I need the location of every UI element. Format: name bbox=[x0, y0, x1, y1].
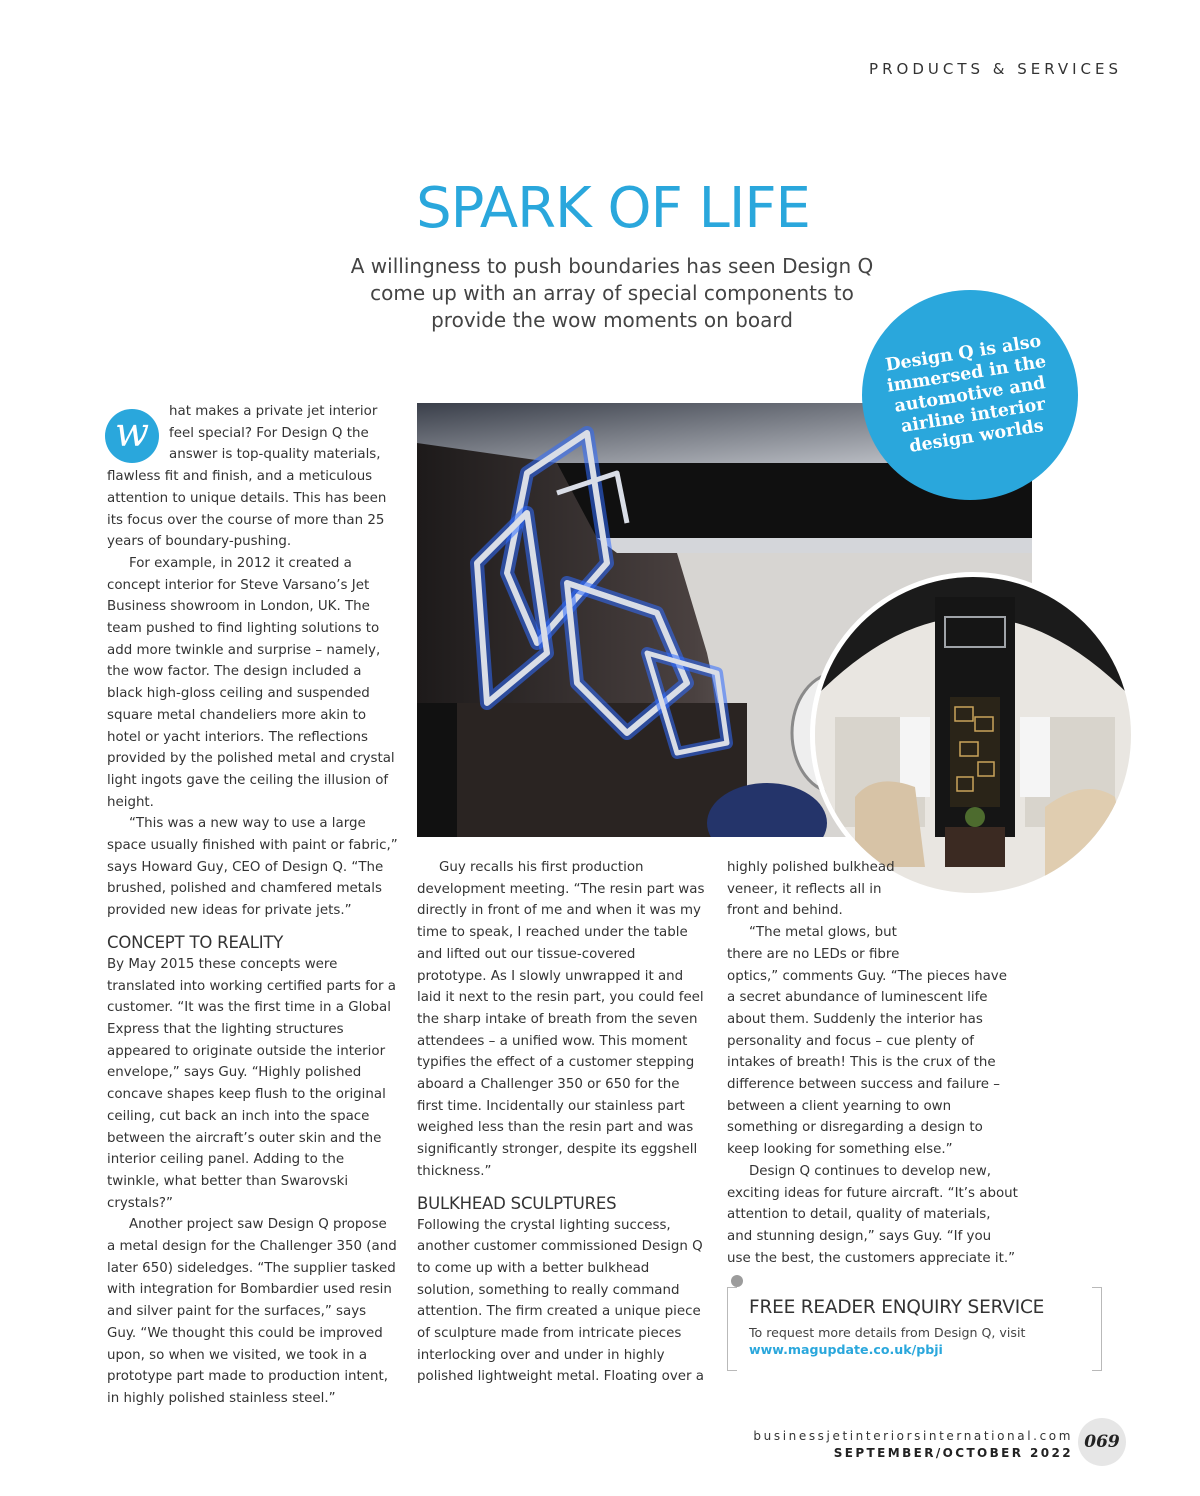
end-of-article-icon: ✕ bbox=[731, 1275, 743, 1287]
article-column-2 bbox=[417, 857, 709, 1388]
body-paragraph: Guy recalls his first production development meeting. “The resin part was directly in front of me and when it was my time to speak, I reached under the table and lifted out our tissue-covered prototype. As I slowly unwrapped it and laid it next to the resin part, you could feel the sharp intake of breath from the seven attendees – a unified wow. This moment typifies the effect of a customer stepping aboard a Challenger 350 or 650 for the first time. Incidentally our stainless part weighed less than the resin part and was significantly stronger, despite its eggshell thickness.” bbox=[417, 860, 705, 1179]
intro-paragraph bbox=[107, 401, 399, 553]
callout-text: Design Q is also immersed in the automotive and airline interior design worlds bbox=[884, 330, 1048, 457]
closing-text: Design Q continues to develop new, exciting ideas for future aircraft. “It’s about attention to detail, quality of materials, and stunning design,” says Guy. “If you use the best, the customers appreciate it.” bbox=[727, 1163, 1018, 1266]
enquiry-instructions: To request more details from Design Q, visit bbox=[749, 1325, 1026, 1340]
body-paragraph: For example, in 2012 it created a concept interior for Steve Varsano’s Jet Business showroom in London, UK. The team pushed to find lighting solutions to add more twinkle and surprise – namely, the wow factor. The design included a black high-gloss ceiling and suspended square metal chandeliers more akin to hotel or yacht interiors. The reflections provided by the polished metal and crystal light ingots gave the ceiling the illusion of height. bbox=[107, 555, 395, 810]
article-column-3 bbox=[727, 857, 1019, 1291]
subheading-bulkhead-sculptures: BULKHEAD SCULPTURES bbox=[417, 1193, 617, 1213]
body-paragraph: By May 2015 these concepts were translated into working certified parts for a customer. “It was the first time in a Global Express that the lighting structures appeared to originate outside the interior envelope,” says Guy. “Highly polished concave shapes keep flush to the original ceiling, cut back an inch into the space between the aircraft’s outer skin and the interior ceiling panel. Adding to the twinkle, what better than Swarovski crystals?” bbox=[107, 956, 396, 1211]
pull-quote-callout bbox=[862, 290, 1078, 500]
body-paragraph: highly polished bulkhead veneer, it reflects all in front and behind. bbox=[727, 860, 895, 919]
footer-website: businessjetinteriorsinternational.com bbox=[753, 1429, 1073, 1443]
drop-cap: w bbox=[105, 409, 159, 463]
section-label: PRODUCTS & SERVICES bbox=[869, 60, 1122, 78]
page-number: 069 bbox=[1078, 1418, 1126, 1466]
body-paragraph: Following the crystal lighting success, another customer commissioned Design Q to come up with a better bulkhead solution, something to really command attention. The firm created a unique piece of sculpture made from intricate pieces interlocking over and under in highly polished lightweight metal. Floating over a bbox=[417, 1217, 705, 1385]
body-paragraph: Another project saw Design Q propose a metal design for the Challenger 350 (and later 650) sideledges. “The supplier tasked with integration for Bombardier used resin and silver paint for the surfaces,” says Guy. “We thought this could be improved upon, so when we visited, we took in a prototype part made to production intent, in highly polished stainless steel.” bbox=[107, 1217, 397, 1406]
standfirst: A willingness to push boundaries has seen Design Q come up with an array of special components to provide the wow moments on board bbox=[350, 254, 874, 332]
bracket-left bbox=[727, 1287, 737, 1371]
body-paragraph: “This was a new way to use a large space usually finished with paint or fabric,” says Howard Guy, CEO of Design Q. “The brushed, polished and chamfered metals provided new ideas for private jets.” bbox=[107, 816, 398, 919]
footer-issue-date: SEPTEMBER/OCTOBER 2022 bbox=[833, 1446, 1073, 1460]
bracket-right bbox=[1092, 1287, 1102, 1371]
subheading-concept-to-reality: CONCEPT TO REALITY bbox=[107, 932, 284, 952]
article-column-1 bbox=[107, 401, 399, 1410]
reader-enquiry-box bbox=[727, 1287, 1102, 1371]
enquiry-text bbox=[749, 1324, 1102, 1358]
body-paragraph: “The metal glows, but there are no LEDs or fibre optics,” comments Guy. “The pieces have a secret abundance of luminescent life about them. Suddenly the interior has personality and focus – cue plenty of intakes of breath! This is the crux of the difference between success and failure – between a client yearning to own something or disregarding a design to keep looking for something else.” bbox=[727, 925, 1007, 1158]
cabin-inset-photo bbox=[810, 572, 1136, 898]
intro-text: hat makes a private jet interior feel special? For Design Q the answer is top-quality materials, flawless fit and finish, and a meticulous attention to unique details. This has been its focus over the course of more than 25 years of boundary-pushing. bbox=[107, 404, 387, 550]
article-title: SPARK OF LIFE bbox=[416, 176, 810, 241]
photo-wrap-space bbox=[889, 857, 1019, 945]
enquiry-link[interactable]: www.magupdate.co.uk/pbji bbox=[749, 1342, 943, 1357]
enquiry-title: FREE READER ENQUIRY SERVICE bbox=[749, 1297, 1045, 1318]
closing-paragraph bbox=[727, 1161, 1019, 1291]
